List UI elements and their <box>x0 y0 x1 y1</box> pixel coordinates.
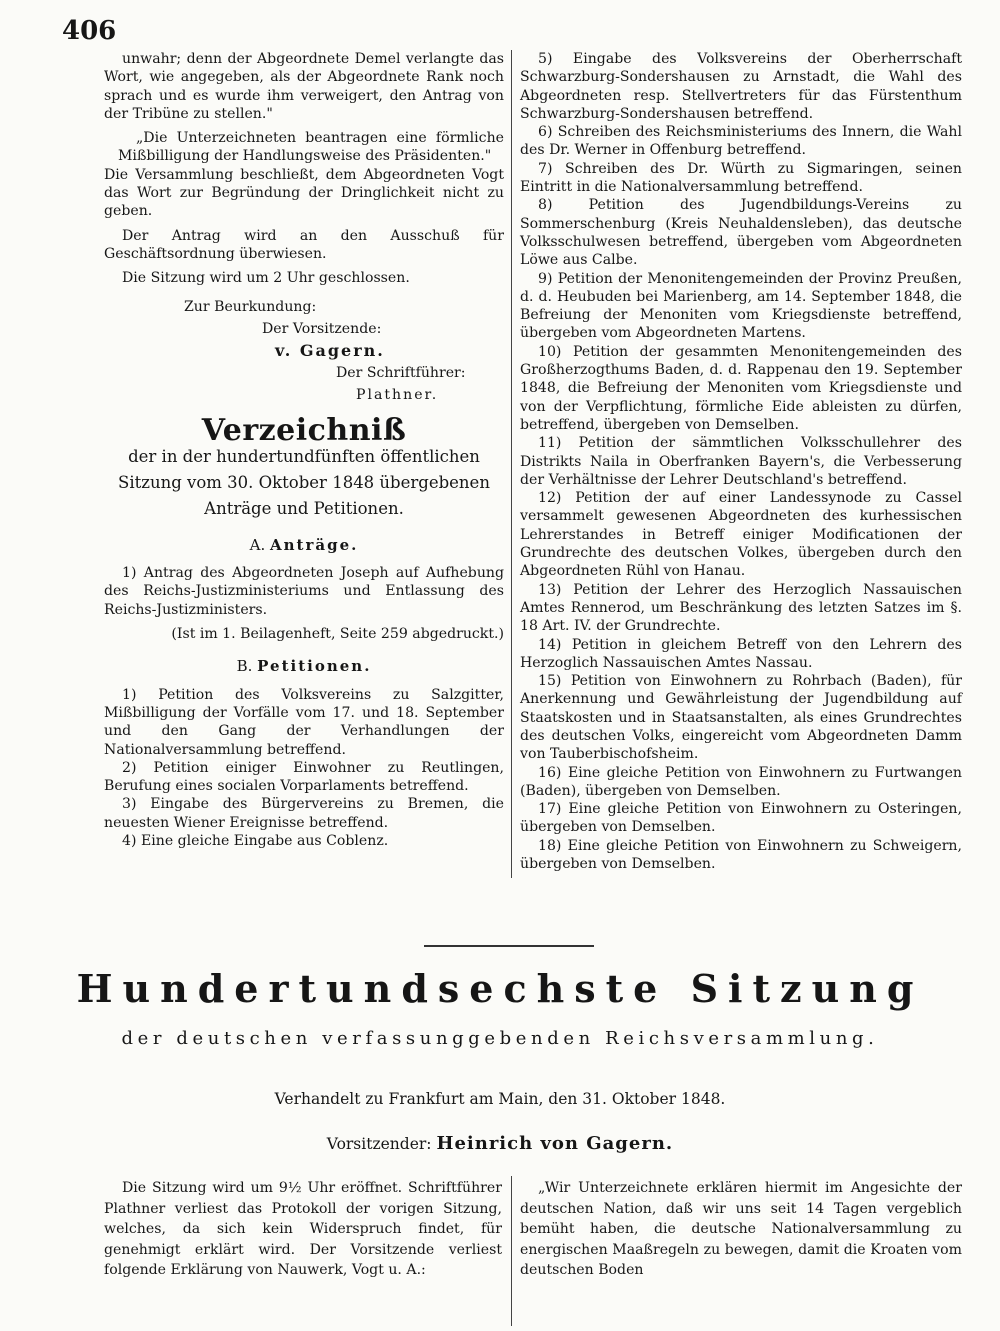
left-column <box>104 50 504 850</box>
left-quote-paragraph: „Die Unterzeichneten beantragen eine förmliche Mißbilligung der Handlungsweise des Präsidenten." <box>118 130 504 165</box>
petition-item: 5) Eingabe des Volksvereins der Oberherrschaft Schwarzburg-Sondershausen zu Arnstadt, die Wahl des Abgeordneten resp. Stellvertreters für das Fürstenthum Schwarzburg-Sondershausen betreffend. <box>520 51 962 122</box>
petition-item: 11) Petition der sämmtlichen Volksschullehrer des Distrikts Naila in Oberfranken Bayern's, die Verbesserung der Verhältnisse der Lehrer Deutschland's betreffend. <box>520 435 962 488</box>
petition-item: 1) Petition des Volksvereins zu Salzgitter, Mißbilligung der Vorfälle vom 17. und 18. September und den Gang der Verhandlungen der Nationalversammlung betreffend. <box>104 686 504 758</box>
chair-name-heading: Heinrich von Gagern. <box>436 1133 674 1154</box>
left-paragraph-1: unwahr; denn der Abgeordnete Demel verlangte das Wort, wie angegeben, als der Abgeordnete Rank noch sprach und es wurde ihm verweigert, den Antrag von der Tribüne zu stellen." <box>104 51 504 122</box>
secretary-name: Plathner. <box>356 386 439 403</box>
chair-label: Vorsitzender: <box>326 1135 432 1153</box>
petition-item: 2) Petition einiger Einwohner zu Reutlingen, Berufung eines socialen Vorparlaments betreffend. <box>104 759 504 795</box>
petition-item: 17) Eine gleiche Petition von Einwohnern zu Osteringen, übergeben von Demselben. <box>520 801 962 836</box>
petition-item: 12) Petition der auf einer Landessynode zu Cassel versammelt gewesenen Abgeordneten des kurhessischen Lehrerstandes in Betreff einiger Modificationen der Grundrechte des deutschen Volkes, übergeben durch den Abgeordneten Rühl von Hanau. <box>520 490 962 580</box>
antrag-item: 1) Antrag des Abgeordneten Joseph auf Aufhebung des Reichs-Justizministeriums und Entlassung des Reichs-Justizministers. <box>104 565 504 618</box>
session-date-line: Verhandelt zu Frankfurt am Main, den 31. Oktober 1848. <box>274 1090 726 1108</box>
petition-item: 16) Eine gleiche Petition von Einwohnern zu Furtwangen (Baden), übergeben von Demselben. <box>520 764 962 799</box>
session-declaration-text: „Wir Unterzeichnete erklären hiermit im Angesichte der deutschen Nation, daß wir uns seit 14 Tagen vergeblich bemüht haben, die deutsche Nationalversammlung zu energischen Maaßregeln zu bewegen, damit die Kroaten vom deutschen Boden <box>520 1180 962 1279</box>
register-subtitle: der in der hundertundfünften öffentlichen Sitzung vom 30. Oktober 1848 übergebenen Anträge und Petitionen. <box>118 446 490 518</box>
session-subtitle: der deutschen verfassunggebenden Reichsversammlung. <box>121 1028 879 1049</box>
antrag-note: (Ist im 1. Beilagenheft, Seite 259 abgedruckt.) <box>171 626 504 643</box>
petition-item: 13) Petition der Lehrer des Herzoglich Nassauischen Amtes Rennerod, um Beschränkung des letzten Satzes im §. 18 Art. IV. der Grundrechte. <box>520 581 962 635</box>
petition-item: 8) Petition des Jugendbildungs-Vereins zu Sommerschenburg (Kreis Neuhaldensleben), das deutsche Volksschulwesen betreffend, übergeben vom Abgeordneten Löwe aus Calbe. <box>520 197 962 269</box>
petition-item: 6) Schreiben des Reichsministeriums des Innern, die Wahl des Dr. Werner in Offenburg betreffend. <box>520 124 962 159</box>
chair-name: v. Gagern. <box>275 340 385 360</box>
register-heading: Verzeichniß <box>201 412 407 448</box>
section-a-title: Anträge. <box>270 535 359 554</box>
left-paragraph-4: Der Antrag wird an den Ausschuß für Geschäftsordnung überwiesen. <box>104 227 504 262</box>
petition-item: 10) Petition der gesammten Menonitengemeinden des Großherzogthums Baden, d. d. Rappenau den 19. September 1848, die Befreiung der Menoniten vom Kriegsdienste und von der Verpflichtung, förmliche Eide ableisten zu dürfen, betreffend, übergeben von Demselben. <box>520 343 962 433</box>
left-paragraph-5: Die Sitzung wird um 2 Uhr geschlossen. <box>122 270 410 287</box>
left-paragraph-3: Die Versammlung beschließt, dem Abgeordneten Vogt das Wort zur Begründung der Dringlichkeit nicht zu geben. <box>104 166 504 220</box>
column-divider <box>511 50 512 878</box>
petition-item: 7) Schreiben des Dr. Würth zu Sigmaringen, seinen Eintritt in die Nationalversammlung betreffend. <box>520 160 962 196</box>
session-opening-column <box>104 1178 502 1281</box>
session-declaration-column <box>520 1178 962 1281</box>
bottom-column-divider <box>511 1176 512 1326</box>
petition-item: 15) Petition von Einwohnern zu Rohrbach (Baden), für Anerkennung und Gewährleistung der Jugendbildung auf Staatskosten und in Staatsanstalten, als eines Grundrechtes des deutschen Volks, eingereicht vom Abgeordneten Damm von Tauberbischofsheim. <box>520 673 962 763</box>
section-a-letter: A. <box>249 535 266 554</box>
petition-item: 9) Petition der Menonitengemeinden der Provinz Preußen, d. d. Heubuden bei Marienberg, am 14. September 1848, die Befreiung der Menoniten vom Kriegsdienste betreffend, übergeben vom Abgeordneten Martens. <box>520 270 962 342</box>
session-title: Hundertundsechste Sitzung <box>76 966 924 1011</box>
page-number: 406 <box>62 16 117 46</box>
attest-line: Zur Beurkundung: <box>184 298 317 315</box>
section-divider <box>424 945 594 947</box>
secretary-role: Der Schriftführer: <box>336 364 466 381</box>
petition-item: 14) Petition in gleichem Betreff von den Lehrern des Herzoglich Nassauischen Amtes Nassau. <box>520 636 962 671</box>
section-b-heading <box>104 657 504 675</box>
session-opening-text: Die Sitzung wird um 9½ Uhr eröffnet. Schriftführer Plathner verliest das Protokoll der vorigen Sitzung, welches, da sich kein Widerspruch findet, für genehmigt erklärt wird. Der Vorsitzende verliest folgende Erklärung von Nauwerk, Vogt u. A.: <box>104 1180 502 1279</box>
chair-role: Der Vorsitzende: <box>262 320 382 337</box>
section-b-title: Petitionen. <box>257 657 372 676</box>
petition-item: 4) Eine gleiche Eingabe aus Coblenz. <box>122 833 389 850</box>
petition-item: 3) Eingabe des Bürgervereins zu Bremen, die neuesten Wiener Ereignisse betreffend. <box>104 796 504 831</box>
session-chair-line <box>0 1133 1000 1154</box>
petition-item: 18) Eine gleiche Petition von Einwohnern zu Schweigern, übergeben von Demselben. <box>520 837 962 873</box>
section-a-heading <box>104 536 504 554</box>
right-column <box>520 50 962 873</box>
signature-block <box>104 296 504 406</box>
section-b-letter: B. <box>236 657 253 676</box>
